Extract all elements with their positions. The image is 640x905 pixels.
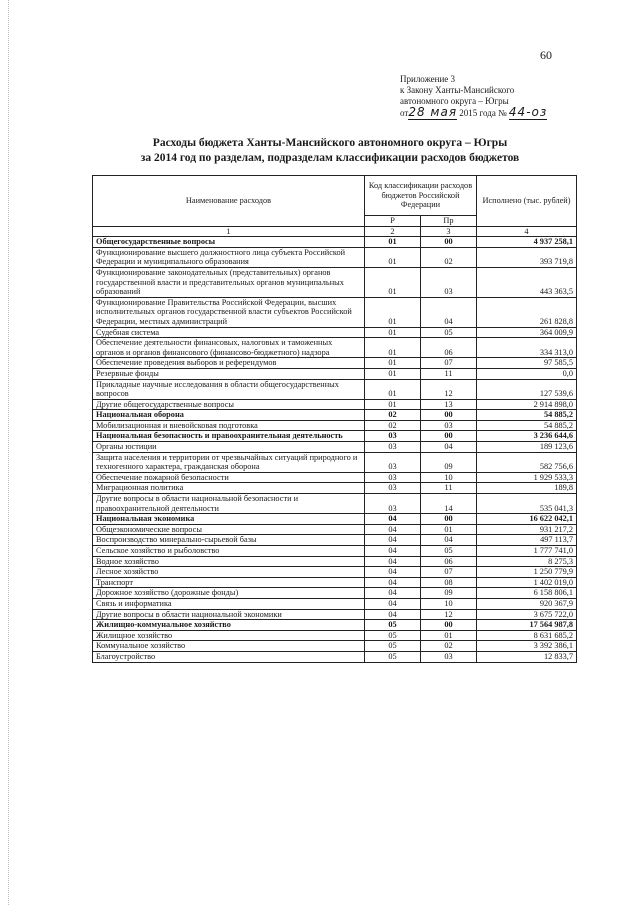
row-value: 393 719,8 xyxy=(477,247,577,267)
table-body xyxy=(93,237,577,662)
row-pr-code: 07 xyxy=(421,358,477,369)
table-row xyxy=(93,267,577,297)
row-value: 1 929 533,3 xyxy=(477,472,577,483)
handwritten-date: 28 мая xyxy=(408,105,458,119)
row-name: Дорожное хозяйство (дорожные фонды) xyxy=(93,588,365,599)
row-r-code: 03 xyxy=(365,452,421,472)
row-r-code: 04 xyxy=(365,514,421,525)
row-name: Миграционная политика xyxy=(93,483,365,494)
row-name: Другие вопросы в области национальной безопасности и правоохранительной деятельности xyxy=(93,494,365,514)
row-r-code: 01 xyxy=(365,247,421,267)
row-pr-code: 11 xyxy=(421,368,477,379)
row-name: Связь и информатика xyxy=(93,598,365,609)
table-row xyxy=(93,338,577,358)
appendix-line-2: к Закону Ханты-Мансийского xyxy=(400,85,515,95)
row-r-code: 04 xyxy=(365,609,421,620)
appendix-line-4 xyxy=(400,107,547,119)
row-value: 189 123,6 xyxy=(477,442,577,453)
row-value: 2 914 898,0 xyxy=(477,399,577,410)
row-value: 497 113,7 xyxy=(477,535,577,546)
row-r-code: 04 xyxy=(365,588,421,599)
row-pr-code: 03 xyxy=(421,267,477,297)
row-pr-code: 00 xyxy=(421,514,477,525)
row-r-code: 02 xyxy=(365,410,421,421)
row-pr-code: 02 xyxy=(421,641,477,652)
row-r-code: 01 xyxy=(365,267,421,297)
col-num-4: 4 xyxy=(477,226,577,237)
row-r-code: 03 xyxy=(365,442,421,453)
table-row xyxy=(93,524,577,535)
row-r-code: 01 xyxy=(365,399,421,410)
row-r-code: 04 xyxy=(365,567,421,578)
appendix-year: 2015 года № xyxy=(459,108,507,118)
row-name: Общеэкономические вопросы xyxy=(93,524,365,535)
row-name: Лесное хозяйство xyxy=(93,567,365,578)
row-r-code: 03 xyxy=(365,472,421,483)
row-name: Воспроизводство минерально-сырьевой базы xyxy=(93,535,365,546)
row-value: 920 367,9 xyxy=(477,598,577,609)
row-r-code: 01 xyxy=(365,379,421,399)
row-r-code: 01 xyxy=(365,327,421,338)
document-title xyxy=(80,136,580,166)
row-value: 127 539,6 xyxy=(477,379,577,399)
table-row xyxy=(93,237,577,248)
row-value: 6 158 806,1 xyxy=(477,588,577,599)
table-row xyxy=(93,588,577,599)
row-name: Коммунальное хозяйство xyxy=(93,641,365,652)
row-value: 0,0 xyxy=(477,368,577,379)
title-line-1: Расходы бюджета Ханты-Мансийского автономного округа – Югры xyxy=(152,137,508,149)
row-value: 3 675 722,0 xyxy=(477,609,577,620)
row-pr-code: 06 xyxy=(421,556,477,567)
row-name: Функционирование Правительства Российской Федерации, высших исполнительных органов государственной власти субъектов Российской Федерации, местных администраций xyxy=(93,297,365,327)
row-r-code: 04 xyxy=(365,598,421,609)
row-name: Другие общегосударственные вопросы xyxy=(93,399,365,410)
row-pr-code: 04 xyxy=(421,442,477,453)
row-name: Мобилизационная и вневойсковая подготовка xyxy=(93,420,365,431)
row-r-code: 01 xyxy=(365,297,421,327)
row-pr-code: 14 xyxy=(421,494,477,514)
table-row xyxy=(93,494,577,514)
row-name: Обеспечение проведения выборов и референдумов xyxy=(93,358,365,369)
table-row xyxy=(93,546,577,557)
row-value: 535 041,3 xyxy=(477,494,577,514)
appendix-line-1: Приложение 3 xyxy=(400,74,456,84)
row-pr-code: 09 xyxy=(421,588,477,599)
table-row xyxy=(93,442,577,453)
appendix-block xyxy=(400,74,547,119)
row-pr-code: 00 xyxy=(421,410,477,421)
row-value: 364 009,9 xyxy=(477,327,577,338)
header-code: Код классификации расходов бюджетов Российской Федерации xyxy=(365,176,477,216)
row-value: 334 313,0 xyxy=(477,338,577,358)
row-pr-code: 04 xyxy=(421,297,477,327)
row-value: 54 885,2 xyxy=(477,410,577,421)
row-pr-code: 08 xyxy=(421,577,477,588)
header-r: Р xyxy=(365,216,421,227)
row-name: Судебная система xyxy=(93,327,365,338)
row-value: 8 275,3 xyxy=(477,556,577,567)
page-number: 60 xyxy=(540,48,552,62)
table-row xyxy=(93,379,577,399)
col-num-1: 1 xyxy=(93,226,365,237)
table-row xyxy=(93,452,577,472)
row-pr-code: 02 xyxy=(421,247,477,267)
row-name: Транспорт xyxy=(93,577,365,588)
row-r-code: 04 xyxy=(365,577,421,588)
row-r-code: 04 xyxy=(365,535,421,546)
row-r-code: 03 xyxy=(365,483,421,494)
row-r-code: 01 xyxy=(365,338,421,358)
row-value: 931 217,2 xyxy=(477,524,577,535)
table-row xyxy=(93,577,577,588)
row-value: 443 363,5 xyxy=(477,267,577,297)
table-row xyxy=(93,368,577,379)
row-pr-code: 13 xyxy=(421,399,477,410)
row-name: Общегосударственные вопросы xyxy=(93,237,365,248)
row-name: Функционирование законодательных (представительных) органов государственной власти и представительных органов муниципальных образований xyxy=(93,267,365,297)
row-name: Обеспечение пожарной безопасности xyxy=(93,472,365,483)
row-pr-code: 10 xyxy=(421,472,477,483)
table-row xyxy=(93,556,577,567)
row-pr-code: 03 xyxy=(421,420,477,431)
row-name: Национальная экономика xyxy=(93,514,365,525)
table-row xyxy=(93,651,577,662)
table-row xyxy=(93,358,577,369)
table-row xyxy=(93,247,577,267)
row-name: Национальная оборона xyxy=(93,410,365,421)
table-row xyxy=(93,431,577,442)
row-name: Национальная безопасность и правоохранительная деятельность xyxy=(93,431,365,442)
row-r-code: 03 xyxy=(365,431,421,442)
row-name: Другие вопросы в области национальной экономики xyxy=(93,609,365,620)
row-pr-code: 12 xyxy=(421,379,477,399)
row-value: 582 756,6 xyxy=(477,452,577,472)
row-value: 54 885,2 xyxy=(477,420,577,431)
row-value: 261 828,8 xyxy=(477,297,577,327)
row-name: Обеспечение деятельности финансовых, налоговых и таможенных органов и органов финансового (финансово-бюджетного) надзора xyxy=(93,338,365,358)
row-name: Органы юстиции xyxy=(93,442,365,453)
row-pr-code: 05 xyxy=(421,546,477,557)
row-name: Жилищно-коммунальное хозяйство xyxy=(93,620,365,631)
table-row xyxy=(93,399,577,410)
row-pr-code: 03 xyxy=(421,651,477,662)
row-value: 97 585,5 xyxy=(477,358,577,369)
header-pr: Пр xyxy=(421,216,477,227)
row-name: Защита населения и территории от чрезвычайных ситуаций природного и техногенного характера, гражданская оборона xyxy=(93,452,365,472)
row-value: 17 564 987,8 xyxy=(477,620,577,631)
table-row xyxy=(93,514,577,525)
table-row xyxy=(93,327,577,338)
scan-edge xyxy=(0,0,9,905)
table-row xyxy=(93,410,577,421)
table-row xyxy=(93,297,577,327)
table-row xyxy=(93,567,577,578)
row-name: Резервные фонды xyxy=(93,368,365,379)
row-pr-code: 00 xyxy=(421,431,477,442)
row-pr-code: 01 xyxy=(421,524,477,535)
row-value: 3 392 386,1 xyxy=(477,641,577,652)
row-name: Прикладные научные исследования в области общегосударственных вопросов xyxy=(93,379,365,399)
row-pr-code: 00 xyxy=(421,237,477,248)
appendix-from: от xyxy=(400,108,409,118)
row-pr-code: 09 xyxy=(421,452,477,472)
table-row xyxy=(93,420,577,431)
row-pr-code: 12 xyxy=(421,609,477,620)
table-row xyxy=(93,630,577,641)
row-value: 8 631 685,2 xyxy=(477,630,577,641)
row-value: 4 937 258,1 xyxy=(477,237,577,248)
row-r-code: 04 xyxy=(365,546,421,557)
row-pr-code: 00 xyxy=(421,620,477,631)
row-pr-code: 10 xyxy=(421,598,477,609)
row-r-code: 02 xyxy=(365,420,421,431)
row-pr-code: 06 xyxy=(421,338,477,358)
row-r-code: 01 xyxy=(365,368,421,379)
row-pr-code: 01 xyxy=(421,630,477,641)
table-row xyxy=(93,535,577,546)
row-r-code: 05 xyxy=(365,620,421,631)
row-name: Жилищное хозяйство xyxy=(93,630,365,641)
row-pr-code: 05 xyxy=(421,327,477,338)
table-row xyxy=(93,483,577,494)
header-value: Исполнено (тыс. рублей) xyxy=(477,176,577,227)
row-r-code: 01 xyxy=(365,358,421,369)
table-row xyxy=(93,598,577,609)
table-row xyxy=(93,472,577,483)
col-num-2: 2 xyxy=(365,226,421,237)
row-r-code: 04 xyxy=(365,556,421,567)
header-name: Наименование расходов xyxy=(93,176,365,227)
row-name: Функционирование высшего должностного лица субъекта Российской Федерации и муниципального образования xyxy=(93,247,365,267)
row-r-code: 05 xyxy=(365,651,421,662)
row-pr-code: 11 xyxy=(421,483,477,494)
row-value: 189,8 xyxy=(477,483,577,494)
row-name: Водное хозяйство xyxy=(93,556,365,567)
row-value: 12 833,7 xyxy=(477,651,577,662)
row-r-code: 05 xyxy=(365,630,421,641)
table-row xyxy=(93,641,577,652)
row-value: 16 622 042,1 xyxy=(477,514,577,525)
row-pr-code: 07 xyxy=(421,567,477,578)
row-value: 1 402 019,0 xyxy=(477,577,577,588)
row-r-code: 05 xyxy=(365,641,421,652)
row-r-code: 03 xyxy=(365,494,421,514)
row-name: Сельское хозяйство и рыболовство xyxy=(93,546,365,557)
row-value: 1 777 741,0 xyxy=(477,546,577,557)
title-line-2: за 2014 год по разделам, подразделам классификации расходов бюджетов xyxy=(140,152,520,164)
row-value: 1 250 779,9 xyxy=(477,567,577,578)
col-num-3: 3 xyxy=(421,226,477,237)
appendix-line-3: автономного округа – Югры xyxy=(400,96,509,106)
row-pr-code: 04 xyxy=(421,535,477,546)
row-name: Благоустройство xyxy=(93,651,365,662)
expenditure-table xyxy=(92,175,577,663)
row-r-code: 04 xyxy=(365,524,421,535)
table-row xyxy=(93,609,577,620)
row-r-code: 01 xyxy=(365,237,421,248)
row-value: 3 236 644,6 xyxy=(477,431,577,442)
table-row xyxy=(93,620,577,631)
handwritten-law-number: 44-оз xyxy=(508,105,548,119)
